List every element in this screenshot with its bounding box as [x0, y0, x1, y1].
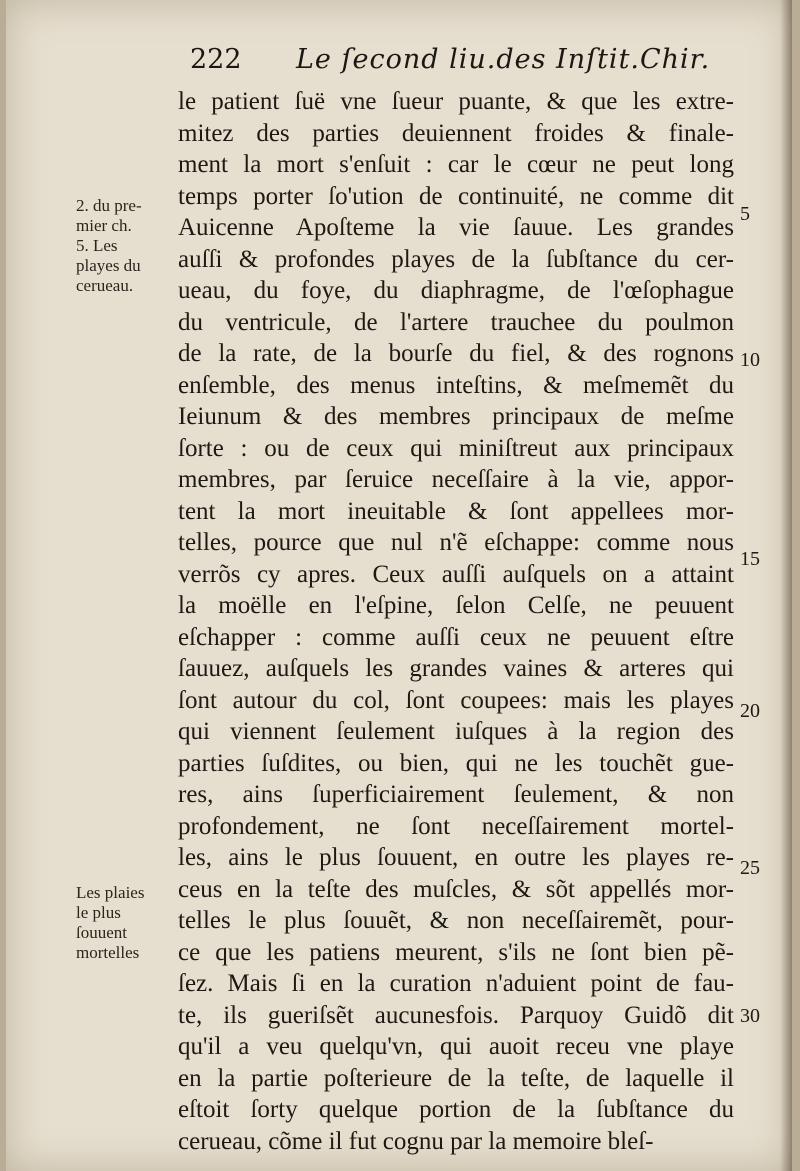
text-line: te, ils gueriſsẽt aucunesfois. Parquoy Guidõ dit — [178, 1001, 734, 1029]
text-line: eſtoit ſorty quelque portion de la ſubſtance du — [178, 1096, 734, 1123]
text-line: ſauuez, auſquels les grandes vaines & arteres qui — [178, 655, 734, 682]
line-number: 20 — [740, 700, 760, 722]
margin-note-line: mier ch. — [76, 216, 132, 235]
line-number: 5 — [740, 203, 750, 225]
text-line: enſemble, des menus inteſtins, & meſmemẽt du — [178, 371, 734, 399]
body-text — [178, 86, 734, 1157]
page-number: 222 — [190, 44, 242, 75]
text-line: Ieiunum & des membres principaux de meſme — [178, 403, 734, 430]
text-line: ſorte : ou de ceux qui miniſtreut aux principaux — [178, 434, 734, 462]
page-header — [6, 44, 792, 84]
margin-note-line: 5. Les — [76, 236, 118, 255]
text-line: qui viennent ſeulement iuſques à la region des — [178, 718, 734, 745]
line-number: 30 — [740, 1005, 760, 1027]
text-line: le patient ſuë vne ſueur puante, & que les extre- — [178, 88, 734, 115]
margin-note-wound-brain — [76, 196, 180, 296]
text-line: verrõs cy apres. Ceux auſſi auſquels on a attaint — [178, 560, 734, 588]
text-line: ſont autour du col, ſont coupees: mais les playes — [178, 686, 734, 714]
margin-note-line: playes du — [76, 256, 141, 275]
text-line: tent la mort ineuitable & ſont appellees mor- — [178, 497, 734, 525]
text-line: qu'il a veu quelqu'vn, qui auoit receu vne playe — [178, 1033, 734, 1060]
text-line: ſez. Mais ſi en la curation n'aduient point de fau- — [178, 970, 734, 997]
margin-note-line: mortelles — [76, 943, 140, 962]
line-number: 25 — [740, 857, 760, 879]
margin-note-line: Les plaies — [76, 883, 145, 902]
text-line: res, ains ſuperficiairement ſeulement, & non — [178, 781, 734, 808]
text-line: eſchapper : comme auſſi ceux ne peuuent eſtre — [178, 623, 734, 651]
text-line: ueau, du foye, du diaphragme, de l'œſophague — [178, 277, 734, 304]
text-line: de la rate, de la bourſe du fiel, & des rognons — [178, 340, 734, 367]
text-line: Auicenne Apoſteme la vie ſauue. Les grandes — [178, 214, 734, 241]
text-line: telles le plus ſouuẽt, & non neceſſairemẽt, pour- — [178, 907, 734, 934]
text-line: du ventricule, de l'artere trauchee du poulmon — [178, 308, 734, 336]
text-line: temps porter ſo'ution de continuité, ne comme dit — [178, 182, 734, 210]
text-line: ment la mort s'enſuit : car le cœur ne peut long — [178, 151, 734, 178]
text-line: auſſi & profondes playes de la ſubſtance du cer- — [178, 245, 734, 273]
margin-note-line: ſouuent — [76, 923, 127, 942]
text-line: ceus en la teſte des muſcles, & sõt appellés mor- — [178, 875, 734, 903]
running-title: Le ſecond liu.des Inſtit.Chir. — [296, 44, 711, 75]
margin-note-line: le plus — [76, 903, 121, 922]
text-line: en la partie poſterieure de la teſte, de laquelle il — [178, 1064, 734, 1092]
book-page — [6, 0, 792, 1171]
text-line: les, ains le plus ſouuent, en outre les playes re- — [178, 844, 734, 871]
text-line: cerueau, cõme il fut cognu par la memoire bleſ- — [178, 1127, 654, 1155]
text-line: profondement, ne ſont neceſſairement mortel- — [178, 812, 734, 840]
text-line: telles, pource que nul n'ẽ eſchappe: comme nous — [178, 529, 734, 556]
text-line: mitez des parties deuiennent froides & finale- — [178, 119, 734, 147]
text-line: parties ſuſdites, ou bien, qui ne les touchẽt gue- — [178, 749, 734, 777]
line-number: 15 — [740, 548, 760, 570]
text-line: ce que les patiens meurent, s'ils ne ſont bien pẽ- — [178, 938, 734, 966]
margin-note-line: 2. du pre- — [76, 196, 142, 215]
line-number: 10 — [740, 349, 760, 371]
margin-note-mortal-wounds — [76, 883, 180, 963]
text-line: membres, par ſeruice neceſſaire à la vie, appor- — [178, 466, 734, 493]
margin-note-line: cerueau. — [76, 276, 134, 295]
text-line: la moëlle en l'eſpine, ſelon Celſe, ne peuuent — [178, 592, 734, 619]
